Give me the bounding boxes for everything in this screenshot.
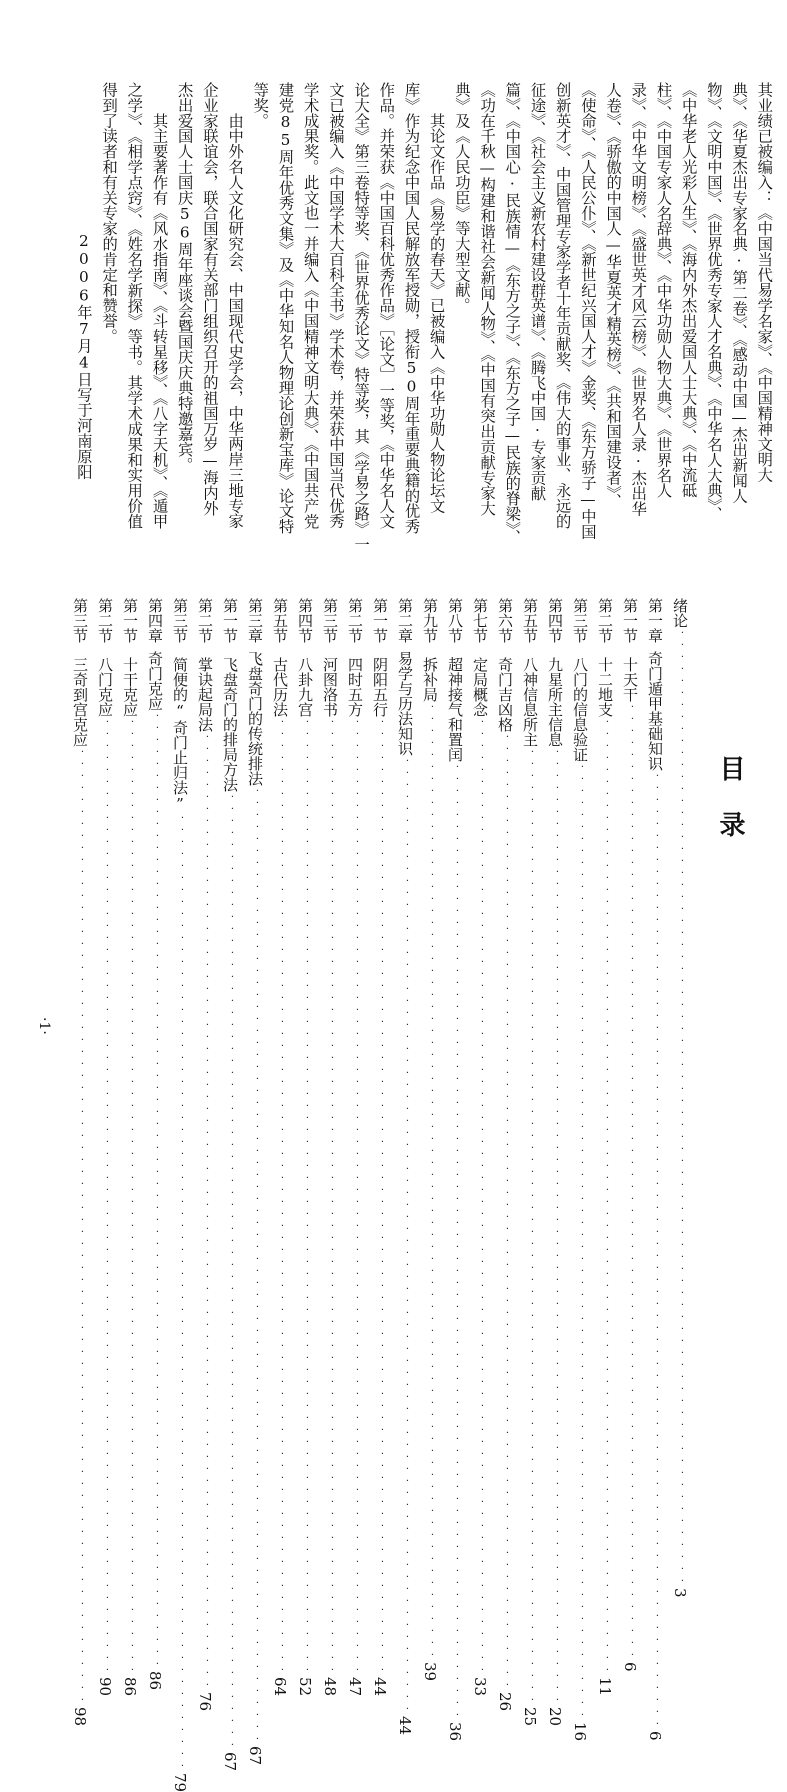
toc-leader-dots: ················································································: [377, 717, 388, 1677]
toc-entry[interactable]: [365, 598, 389, 1697]
toc-entry-number: 第三节: [71, 598, 89, 643]
toc-leader-dots: ················································································: [502, 732, 513, 1692]
toc-entry-title: 九星所主信息: [546, 657, 564, 747]
toc-entry-number: 第五节: [521, 598, 539, 643]
toc-entry[interactable]: [165, 598, 189, 1792]
toc-entry-page: 20: [546, 1707, 564, 1727]
toc-leader-dots: ················································································: [302, 717, 313, 1677]
toc-entry-page: 90: [96, 1677, 114, 1697]
preface-line: 得到了读者和有关专家的肯定和赞誉。: [100, 82, 119, 344]
preface-line: 等奖。: [251, 82, 270, 129]
toc-entry-number: 绪论: [671, 598, 689, 628]
toc-entry-title: 河图洛书: [321, 657, 339, 717]
toc-leader-dots: ················································································: [627, 702, 638, 1662]
toc-entry-number: 第一节: [371, 598, 389, 643]
preface-line: 创新英才》、中国管理专家学者十年贡献奖、《伟大的事业、永远的: [553, 82, 572, 529]
toc-entry-number: 第七节: [471, 598, 489, 643]
toc-leader-dots: ················································································: [452, 762, 463, 1722]
toc-entry[interactable]: [440, 598, 464, 1742]
toc-entry[interactable]: [240, 598, 264, 1766]
toc-entry-page: 11: [596, 1677, 614, 1697]
toc-entry[interactable]: [565, 598, 589, 1742]
preface-line: 典》、《华夏杰出专家名典·第二卷》、《感动中国—杰出新闻人: [730, 82, 749, 504]
toc-entry-page: 67: [246, 1746, 264, 1766]
toc-leader-dots: ················································································: [177, 813, 188, 1773]
toc-entry-number: 第三章: [246, 598, 264, 643]
toc-entry[interactable]: [390, 598, 414, 1736]
toc-entry-page: 86: [146, 1671, 164, 1691]
toc-entry[interactable]: [590, 598, 614, 1697]
toc-leader-dots: ················································································: [352, 717, 363, 1677]
toc-entry-page: 47: [346, 1677, 364, 1697]
toc-entry-page: 79: [171, 1773, 189, 1792]
toc-entry-page: 86: [121, 1677, 139, 1697]
table-of-contents: [0, 580, 787, 1792]
preface-signature: 2006年7月4日写于河南原阳: [74, 232, 93, 480]
toc-entry-number: 第二节: [96, 598, 114, 643]
preface-line: 录》、《中华文明榜》、《盛世英才风云榜》、《世界名人录·杰出华: [629, 82, 648, 517]
toc-entry-title: 八神信息所主: [521, 657, 539, 747]
toc-entry[interactable]: [465, 598, 489, 1697]
preface-line: 《使命》、《人民公仆》、《新世纪兴国人才》金奖、《东方骄子—中国: [578, 82, 597, 540]
toc-entry-page: 44: [396, 1716, 414, 1736]
preface-line: 人卷》、《骄傲的中国人—华夏英才精英榜》、《共和国建设者》、: [604, 82, 623, 509]
toc-entry[interactable]: [190, 598, 214, 1712]
toc-entry-title: 飞盘奇门的排局方法: [221, 657, 239, 792]
toc-entry[interactable]: [315, 598, 339, 1697]
toc-entry-number: 第二节: [596, 598, 614, 643]
toc-leader-dots: ················································································: [77, 747, 88, 1707]
preface-line: 其论文作品《易学的春天》已被编入《中华功勋人物论坛文: [427, 82, 446, 514]
toc-entry-number: 第一节: [221, 598, 239, 643]
toc-entry-number: 第八节: [446, 598, 464, 643]
preface-line: 杰出爱国人士国庆56周年座谈会暨国庆庆典特邀嘉宾。: [175, 82, 194, 473]
toc-leader-dots: ················································································: [327, 717, 338, 1677]
toc-entry-title: 奇门吉凶格: [496, 657, 514, 732]
toc-entry-number: 第二节: [196, 598, 214, 643]
toc-entry-number: 第三节: [571, 598, 589, 643]
toc-entry-title: 十干克应: [121, 657, 139, 717]
toc-entry[interactable]: [415, 598, 439, 1682]
toc-entry-page: 16: [571, 1722, 589, 1742]
toc-leader-dots: ················································································: [427, 702, 438, 1662]
toc-entry-title: 简便的“奇门止归法”: [171, 657, 189, 813]
toc-entry-title: 阴阳五行: [371, 657, 389, 717]
toc-entry[interactable]: [115, 598, 139, 1697]
toc-entry-page: 98: [71, 1707, 89, 1727]
toc-entry-page: 76: [196, 1692, 214, 1712]
preface-line: 之学》、《相学点窍》、《姓名学新探》等书。其学术成果和实用价值: [125, 82, 144, 529]
toc-leader-dots: ················································································: [202, 732, 213, 1692]
toc-leader-dots: ················································································: [527, 747, 538, 1707]
toc-entry[interactable]: [290, 598, 314, 1697]
toc-entry-number: 第四节: [296, 598, 314, 643]
toc-entry[interactable]: [515, 598, 539, 1727]
toc-entry-title: 十天干: [621, 657, 639, 702]
toc-entry[interactable]: [265, 598, 289, 1697]
toc-entry[interactable]: [90, 598, 114, 1697]
preface-line: 篇》、《中国心·民族情—《东方之子》、《东方之子—民族的脊梁》、: [503, 82, 522, 545]
toc-entry-number: 第六节: [496, 598, 514, 643]
toc-entry-page: 48: [321, 1677, 339, 1697]
toc-title: 目录: [715, 755, 745, 867]
toc-entry-title: 奇门克应: [146, 651, 164, 711]
preface-line: 论大全》第三卷特等奖、《世界优秀论文》特等奖，其《学易之路》一: [352, 82, 371, 552]
preface-line: 其业绩已被编入：《中国当代易学名家》、《中国精神文明大: [755, 82, 774, 483]
toc-entry[interactable]: [140, 598, 164, 1691]
toc-leader-dots: ················································································: [477, 717, 488, 1677]
toc-entry-page: 25: [521, 1707, 539, 1727]
toc-entry-title: 奇门遁甲基础知识: [646, 651, 664, 771]
preface-line: 作品。并荣获《中国百科优秀作品》［论文］一等奖，《中华名人文: [377, 82, 396, 529]
toc-entry[interactable]: [615, 598, 639, 1672]
preface-line: 其主要著作有《风水指南》、《斗转星移》、《八字天机》、《遁甲: [150, 82, 169, 529]
toc-leader-dots: ················································································: [252, 786, 263, 1746]
toc-leader-dots: ················································································: [602, 717, 613, 1677]
preface-line: 《功在千秋—构建和谐社会新闻人物》、《中国有突出贡献专家大: [478, 82, 497, 516]
toc-entry[interactable]: [665, 598, 689, 1598]
toc-entry-page: 6: [646, 1731, 664, 1741]
toc-entry[interactable]: [215, 598, 239, 1772]
preface-line: 《中华老人光彩人生》、《海内外杰出爱国人士大典》、《中流砥: [679, 82, 698, 498]
toc-entry-number: 第三节: [321, 598, 339, 643]
toc-entry-number: 第一节: [121, 598, 139, 643]
preface-line: 企业家联谊会，联合国家有关部门组织召开的祖国万岁—海内外: [200, 82, 219, 516]
toc-entry-number: 第三节: [171, 598, 189, 643]
preface-line: 建党85周年优秀文集》及《中华知名人物理论创新宝库》论文特: [276, 82, 295, 534]
preface-line: 由中外名人文化研究会、中国现代史学会，中华两岸三地专家: [226, 82, 245, 529]
toc-leader-dots: ················································································: [277, 717, 288, 1677]
toc-entry-page: 52: [296, 1677, 314, 1697]
toc-entry-number: 第九节: [421, 598, 439, 643]
toc-entry-title: 四时五方: [346, 657, 364, 717]
toc-entry-number: 第二章: [396, 598, 414, 643]
preface-line: 库》作为纪念中国人民解放军授勋，授衔50周年重要典籍的优秀: [402, 82, 421, 534]
toc-entry-title: 八门的信息验证: [571, 657, 589, 762]
toc-entry-title: 八卦九宫: [296, 657, 314, 717]
toc-entry-page: 33: [471, 1677, 489, 1697]
toc-leader-dots: ················································································: [102, 717, 113, 1677]
toc-entry-title: 易学与历法知识: [396, 651, 414, 756]
toc-entry-page: 3: [671, 1588, 689, 1598]
toc-entry-number: 第一节: [621, 598, 639, 643]
toc-entry-title: 超神接气和置闰: [446, 657, 464, 762]
toc-entry-page: 36: [446, 1722, 464, 1742]
toc-entry-number: 第二节: [346, 598, 364, 643]
toc-entry-title: 定局概念: [471, 657, 489, 717]
toc-entry[interactable]: [65, 598, 89, 1727]
toc-leader-dots: ················································································: [677, 628, 688, 1588]
toc-entry-title: 飞盘奇门的传统排法: [246, 651, 264, 786]
toc-entry[interactable]: [490, 598, 514, 1712]
toc-entry-page: 64: [271, 1677, 289, 1697]
toc-entry[interactable]: [540, 598, 564, 1727]
toc-entry-page: 44: [371, 1677, 389, 1697]
toc-entry-number: 第一章: [646, 598, 664, 643]
toc-leader-dots: ················································································: [227, 792, 238, 1752]
page-number: ·1·: [36, 1017, 52, 1035]
toc-leader-dots: ················································································: [552, 747, 563, 1707]
preface-line: 柱》、《中国专家人名辞典》、《中华功勋人物大典》、《世界名人: [654, 82, 673, 499]
preface-line: 物》、《文明中国》、《世界优秀专家人才名典》、《中华名人大典》、: [704, 82, 723, 522]
toc-entry[interactable]: [340, 598, 364, 1697]
toc-entry-title: 八门克应: [96, 657, 114, 717]
toc-entry-title: 拆补局: [421, 657, 439, 702]
toc-entry-number: 第四节: [546, 598, 564, 643]
toc-entry-page: 67: [221, 1752, 239, 1772]
toc-entry-title: 掌诀起局法: [196, 657, 214, 732]
toc-entry-page: 26: [496, 1692, 514, 1712]
preface-line: 学术成果奖。此文也一并编入《中国精神文明大典》、《中国共产党: [301, 82, 320, 529]
toc-entry-title: 古代历法: [271, 657, 289, 717]
preface-line: 征途》、《社会主义新农村建设群英谱》、《腾飞中国·专家贡献: [528, 82, 547, 501]
toc-entry-number: 第五节: [271, 598, 289, 643]
toc-leader-dots: ················································································: [577, 762, 588, 1722]
toc-entry-number: 第四章: [146, 598, 164, 643]
toc-leader-dots: ················································································: [652, 771, 663, 1731]
toc-leader-dots: ················································································: [402, 756, 413, 1716]
toc-entry-title: 三奇到宫克应: [71, 657, 89, 747]
toc-entry[interactable]: [640, 598, 664, 1741]
preface-line: 文已被编入《中国学术大百科全书》学术卷，并荣获中国当代优秀: [326, 82, 345, 529]
preface-line: 典》及《人民功臣》等大型文献。: [452, 82, 471, 313]
preface-section: [0, 0, 787, 560]
toc-entry-page: 39: [421, 1662, 439, 1682]
toc-entry-title: 十二地支: [596, 657, 614, 717]
toc-entry-page: 6: [621, 1662, 639, 1672]
toc-leader-dots: ················································································: [127, 717, 138, 1677]
toc-leader-dots: ················································································: [152, 711, 163, 1671]
